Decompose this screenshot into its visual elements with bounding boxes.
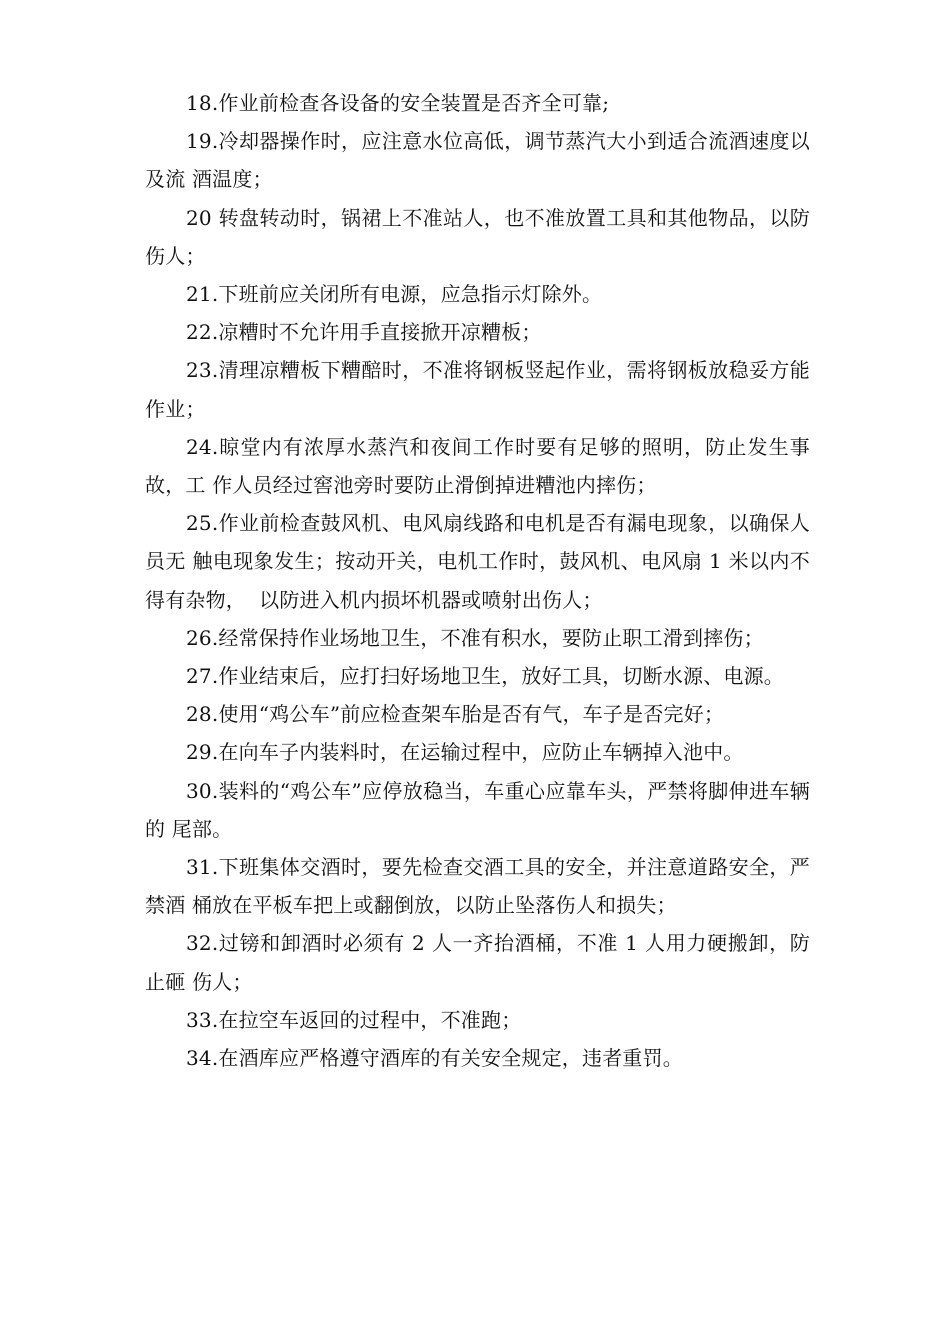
paragraph-rule-23: 23.清理凉糟板下糟醅时，不准将钢板竖起作业，需将钢板放稳妥方能作业； (145, 358, 810, 421)
paragraph-rule-25: 25.作业前检查鼓风机、电风扇线路和电机是否有漏电现象，以确保人员无 触电现象发生；按动开关，电机工作时，鼓风机、电风扇 1 米以内不得有杂物， 以防进入机内损坏机器或喷射出伤人； (145, 511, 810, 612)
paragraph-rule-19: 19.冷却器操作时，应注意水位高低，调节蒸汽大小到适合流酒速度以及流 酒温度； (145, 129, 810, 192)
paragraph-rule-34: 34.在酒库应严格遵守酒库的有关安全规定，违者重罚。 (186, 1046, 684, 1071)
paragraph-rule-24: 24.晾堂内有浓厚水蒸汽和夜间工作时要有足够的照明，防止发生事故，工 作人员经过窖池旁时要防止滑倒掉进糟池内摔伤； (145, 434, 810, 498)
paragraph-rule-32: 32.过镑和卸酒时必须有 2 人一齐抬酒桶，不准 1 人用力硬搬卸，防止砸 伤人； (145, 931, 810, 994)
paragraph-rule-28: 28.使用“鸡公车”前应检查架车胎是否有气，车子是否完好； (186, 702, 725, 727)
paragraph-rule-21: 21.下班前应关闭所有电源，应急指示灯除外。 (186, 282, 603, 307)
paragraph-rule-29: 29.在向车子内装料时，在运输过程中，应防止车辆掉入池中。 (186, 740, 744, 765)
paragraph-rule-20: 20 转盘转动时，锅裙上不准站人，也不准放置工具和其他物品，以防伤人； (145, 205, 810, 268)
paragraph-rule-22: 22.凉糟时不允许用手直接掀开凉糟板； (186, 320, 542, 345)
paragraph-rule-33: 33.在拉空车返回的过程中，不准跑； (186, 1007, 522, 1032)
document-body (145, 84, 810, 1077)
paragraph-rule-27: 27.作业结束后，应打扫好场地卫生，放好工具，切断水源、电源。 (186, 664, 785, 689)
paragraph-rule-26: 26.经常保持作业场地卫生，不准有积水，要防止职工滑到摔伤； (186, 625, 764, 650)
paragraph-rule-30: 30.装料的“鸡公车”应停放稳当，车重心应靠车头，严禁将脚伸进车辆的 尾部。 (145, 778, 810, 841)
paragraph-rule-18: 18.作业前检查各设备的安全装置是否齐全可靠; (186, 91, 610, 115)
paragraph-rule-31: 31.下班集体交酒时，要先检查交酒工具的安全，并注意道路安全，严禁酒 桶放在平板车把上或翻倒放，以防止坠落伤人和损失； (145, 855, 810, 918)
